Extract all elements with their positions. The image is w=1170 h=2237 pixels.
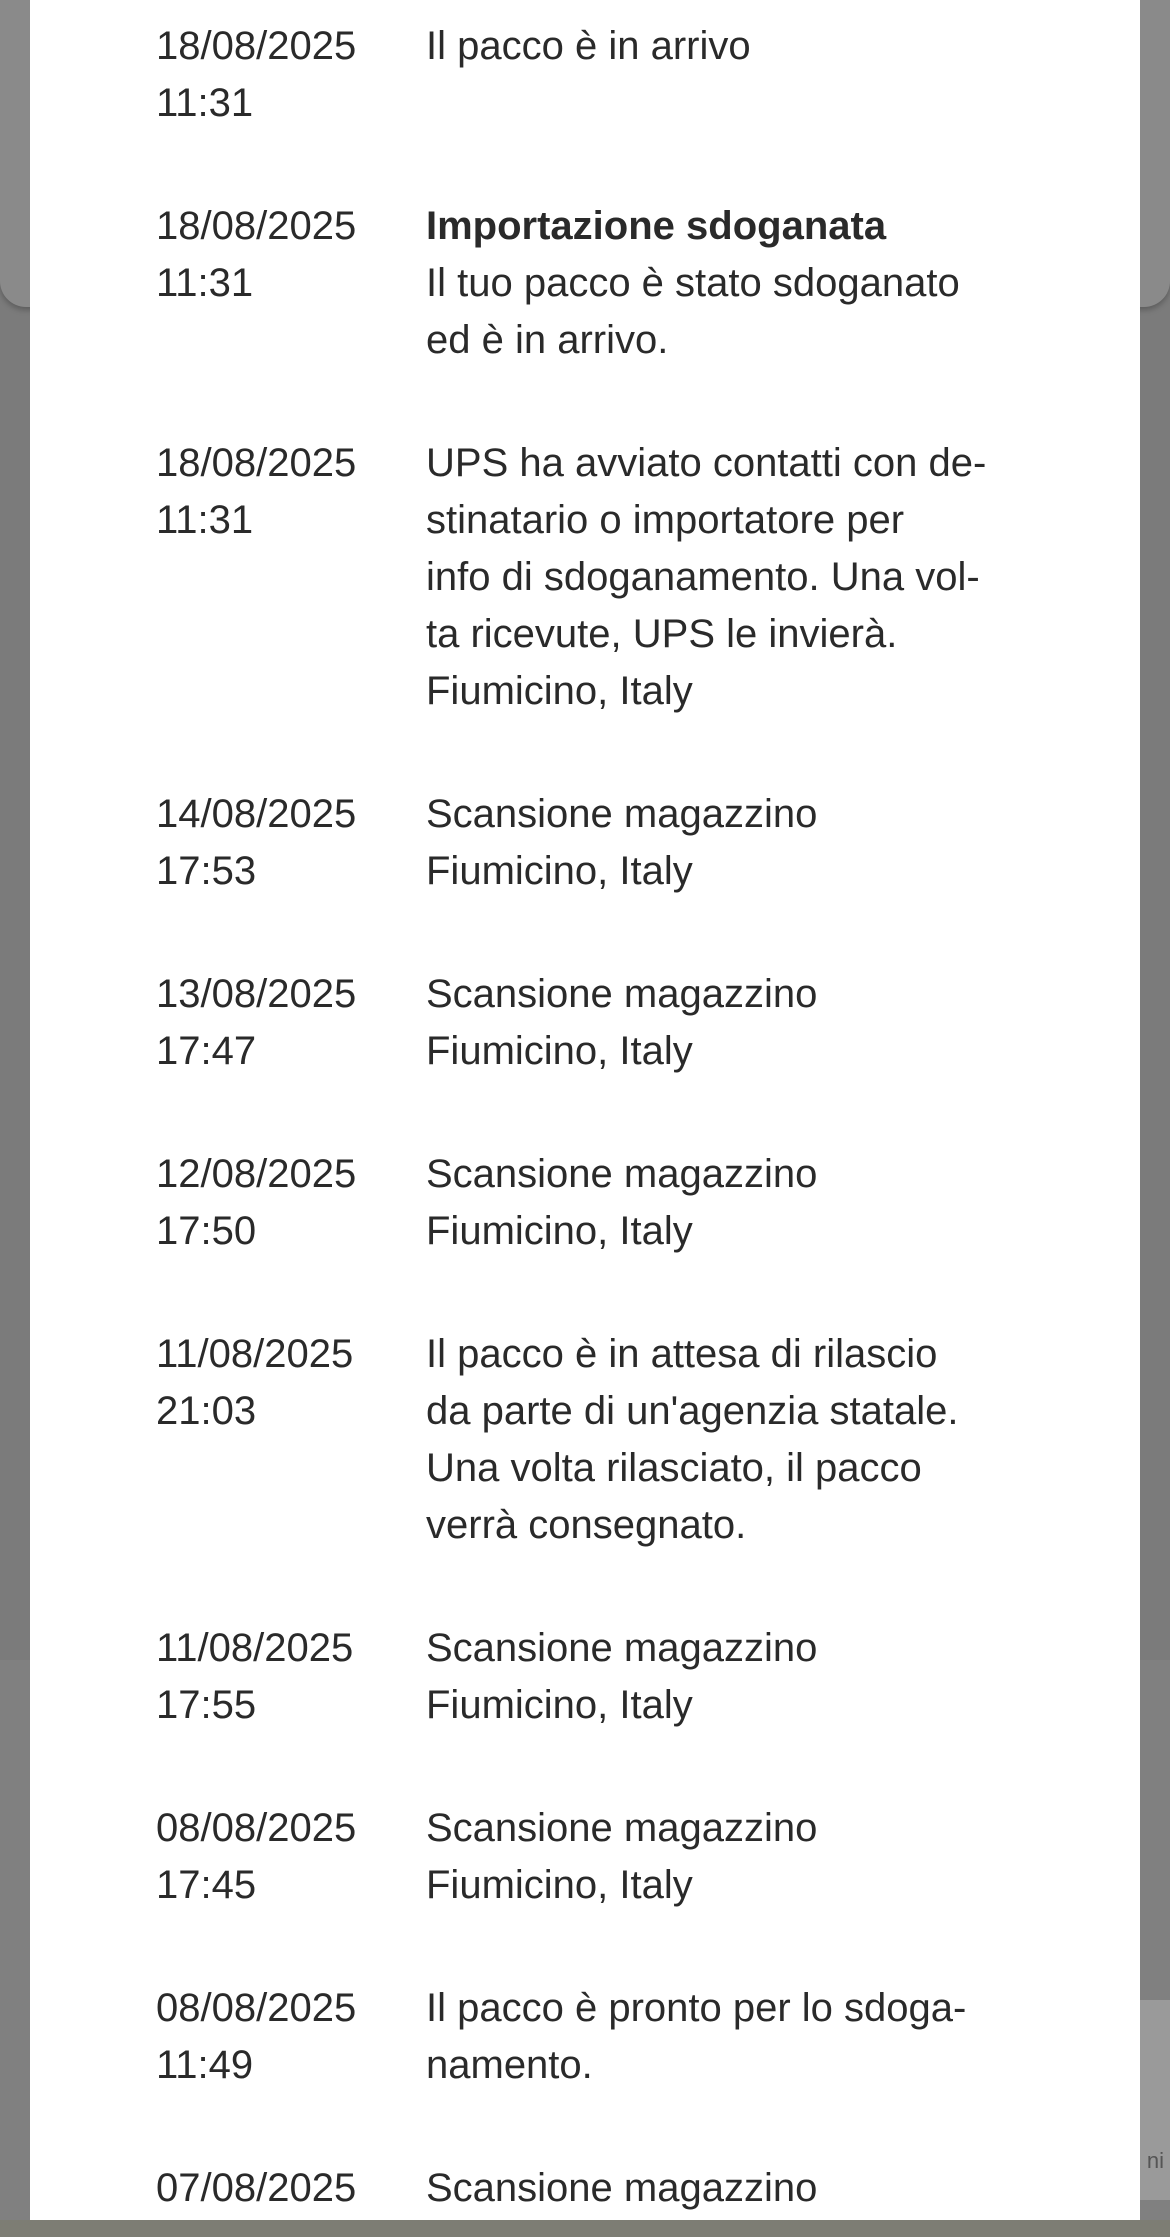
event-description-line: Fiumicino, Italy (426, 669, 693, 713)
event-datetime (156, 18, 426, 132)
event-description-line: verrà consegnato. (426, 1503, 747, 1547)
event-time: 17:53 (156, 849, 257, 893)
tracking-event (156, 1146, 1056, 1260)
event-time: 17:55 (156, 1683, 257, 1727)
event-description (426, 966, 1016, 1080)
event-description-line: ta ricevute, UPS le invierà. (426, 612, 898, 656)
event-description (426, 1620, 1016, 1734)
event-date: 13/08/2025 (156, 972, 357, 1016)
event-description-line: Scansione magazzino (426, 1626, 818, 1670)
tracking-history-sheet[interactable] (30, 0, 1140, 2220)
event-date: 11/08/2025 (156, 1332, 354, 1376)
event-datetime (156, 2160, 426, 2217)
event-time: 11:31 (156, 498, 254, 542)
event-description (426, 786, 1016, 900)
event-date: 07/08/2025 (156, 2166, 357, 2210)
event-description-line: stinatario o importatore per (426, 498, 905, 542)
event-description-line: namento. (426, 2043, 593, 2087)
event-description-line: Una volta rilasciato, il pacco (426, 1446, 922, 1490)
event-description (426, 435, 1016, 720)
event-description (426, 1980, 1016, 2094)
event-description-line: ed è in arrivo. (426, 318, 669, 362)
event-description-line: Fiumicino, Italy (426, 1029, 693, 1073)
event-description (426, 198, 1016, 369)
tracking-event (156, 1980, 1056, 2094)
event-title: Importazione sdoganata (426, 204, 887, 248)
event-time: 17:45 (156, 1863, 257, 1907)
tracking-event (156, 435, 1056, 720)
tracking-event (156, 1326, 1056, 1554)
tracking-event (156, 198, 1056, 369)
event-description (426, 18, 1016, 75)
event-datetime (156, 1980, 426, 2094)
tracking-event (156, 786, 1056, 900)
event-time: 11:49 (156, 2043, 254, 2087)
event-date: 14/08/2025 (156, 792, 357, 836)
event-description-line: Fiumicino, Italy (426, 1863, 693, 1907)
event-datetime (156, 786, 426, 900)
event-description-line: Fiumicino, Italy (426, 1209, 693, 1253)
event-description-line: Scansione magazzino (426, 972, 818, 1016)
event-date: 11/08/2025 (156, 1626, 354, 1670)
event-description-line: UPS ha avviato contatti con de- (426, 441, 987, 485)
event-datetime (156, 1326, 426, 1440)
event-description (426, 2160, 1016, 2217)
event-description-line: Scansione magazzino (426, 2166, 818, 2210)
event-description-line: Il tuo pacco è stato sdoganato (426, 261, 960, 305)
event-date: 12/08/2025 (156, 1152, 357, 1196)
event-time: 17:47 (156, 1029, 257, 1073)
event-description (426, 1326, 1016, 1554)
background-side-label: ni (1146, 2148, 1164, 2173)
event-time: 17:50 (156, 1209, 257, 1253)
event-datetime (156, 198, 426, 312)
event-description-line: Il pacco è in attesa di rilascio (426, 1332, 938, 1376)
event-description-line: Fiumicino, Italy (426, 1683, 693, 1727)
event-description-line: Scansione magazzino (426, 1806, 818, 1850)
event-description-line: Il pacco è in arrivo (426, 24, 751, 68)
event-time: 11:31 (156, 81, 254, 125)
event-datetime (156, 1800, 426, 1914)
event-time: 11:31 (156, 261, 254, 305)
event-datetime (156, 435, 426, 549)
bottom-strip (0, 2220, 1170, 2237)
tracking-event (156, 2160, 1056, 2217)
event-time: 21:03 (156, 1389, 257, 1433)
event-description-line: Scansione magazzino (426, 1152, 818, 1196)
event-description-line: Scansione magazzino (426, 792, 818, 836)
event-datetime (156, 966, 426, 1080)
event-date: 18/08/2025 (156, 24, 357, 68)
tracking-event (156, 966, 1056, 1080)
event-description-line: da parte di un'agenzia statale. (426, 1389, 959, 1433)
tracking-event (156, 1620, 1056, 1734)
event-description-line: Il pacco è pronto per lo sdoga- (426, 1986, 967, 2030)
event-date: 08/08/2025 (156, 1806, 357, 1850)
event-description (426, 1800, 1016, 1914)
tracking-events-list (156, 18, 1056, 2220)
tracking-event (156, 18, 1056, 132)
event-datetime (156, 1620, 426, 1734)
event-date: 18/08/2025 (156, 204, 357, 248)
event-datetime (156, 1146, 426, 1260)
event-description (426, 1146, 1016, 1260)
event-date: 08/08/2025 (156, 1986, 357, 2030)
event-description-line: info di sdoganamento. Una vol- (426, 555, 980, 599)
tracking-event (156, 1800, 1056, 1914)
event-description-line: Fiumicino, Italy (426, 849, 693, 893)
event-date: 18/08/2025 (156, 441, 357, 485)
